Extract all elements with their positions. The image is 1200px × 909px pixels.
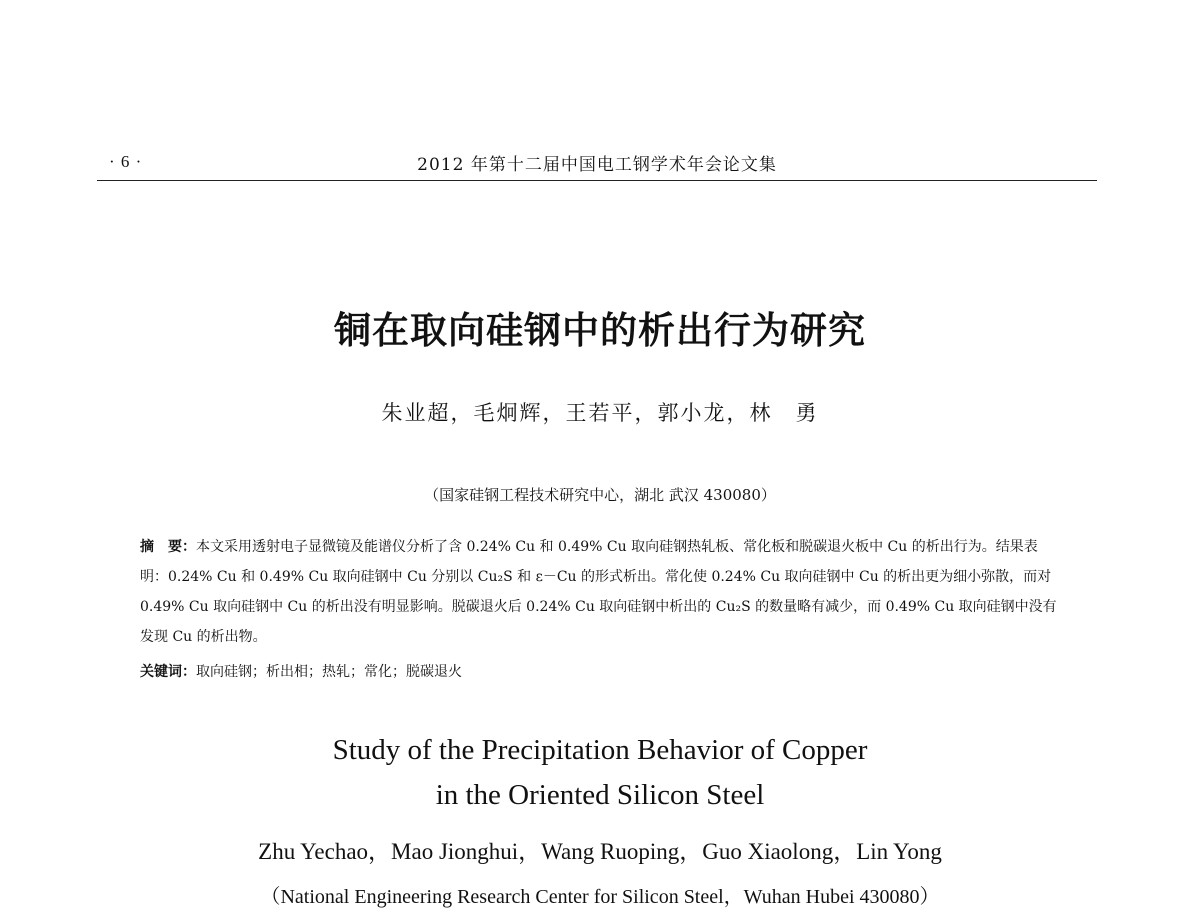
affiliation-english: （National Engineering Research Center for Silicon Steel，Wuhan Hubei 430080） — [260, 886, 940, 908]
english-title-line-1: Study of the Precipitation Behavior of Copper — [332, 734, 868, 766]
authors-english: Zhu Yechao，Mao Jionghui，Wang Ruoping，Guo Xiaolong，Lin Yong — [258, 839, 942, 864]
keywords-chinese — [140, 657, 1060, 687]
abstract-label: 摘 要： — [140, 539, 196, 555]
keywords-text: 取向硅钢；析出相；热轧；常化；脱碳退火 — [196, 664, 462, 680]
abstract-text: 本文采用透射电子显微镜及能谱仪分析了含 0.24% Cu 和 0.49% Cu 取向硅钢热轧板、常化板和脱碳退火板中 Cu 的析出行为。结果表明：0.24% Cu 和 0.49% Cu 取向硅钢中 Cu 分别以 Cu₂S 和 ε－Cu 的形式析出。常化使 0.24% Cu 取向硅钢中 Cu 的析出更为细小弥散，而对 0.49% Cu 取向硅钢中 Cu 的析出没有明显影响。脱碳退火后 0.24% Cu 取向硅钢中析出的 Cu₂S 的数量略有减少，而 0.49% Cu 取向硅钢中没有发现 Cu 的析出物。 — [140, 539, 1057, 645]
page-number: · 6 · — [109, 152, 143, 171]
affiliation-chinese: （国家硅钢工程技术研究中心，湖北 武汉 430080） — [424, 486, 776, 504]
paper-title-english — [0, 728, 1200, 818]
abstract-chinese — [140, 532, 1060, 652]
english-title-line-2: in the Oriented Silicon Steel — [435, 779, 765, 811]
paper-title-chinese: 铜在取向硅钢中的析出行为研究 — [334, 308, 866, 352]
running-header — [97, 150, 1097, 181]
keywords-label: 关键词： — [140, 664, 196, 680]
proceedings-title: 2012 年第十二届中国电工钢学术年会论文集 — [417, 155, 777, 175]
authors-chinese: 朱业超，毛炯辉，王若平，郭小龙，林 勇 — [381, 401, 819, 425]
